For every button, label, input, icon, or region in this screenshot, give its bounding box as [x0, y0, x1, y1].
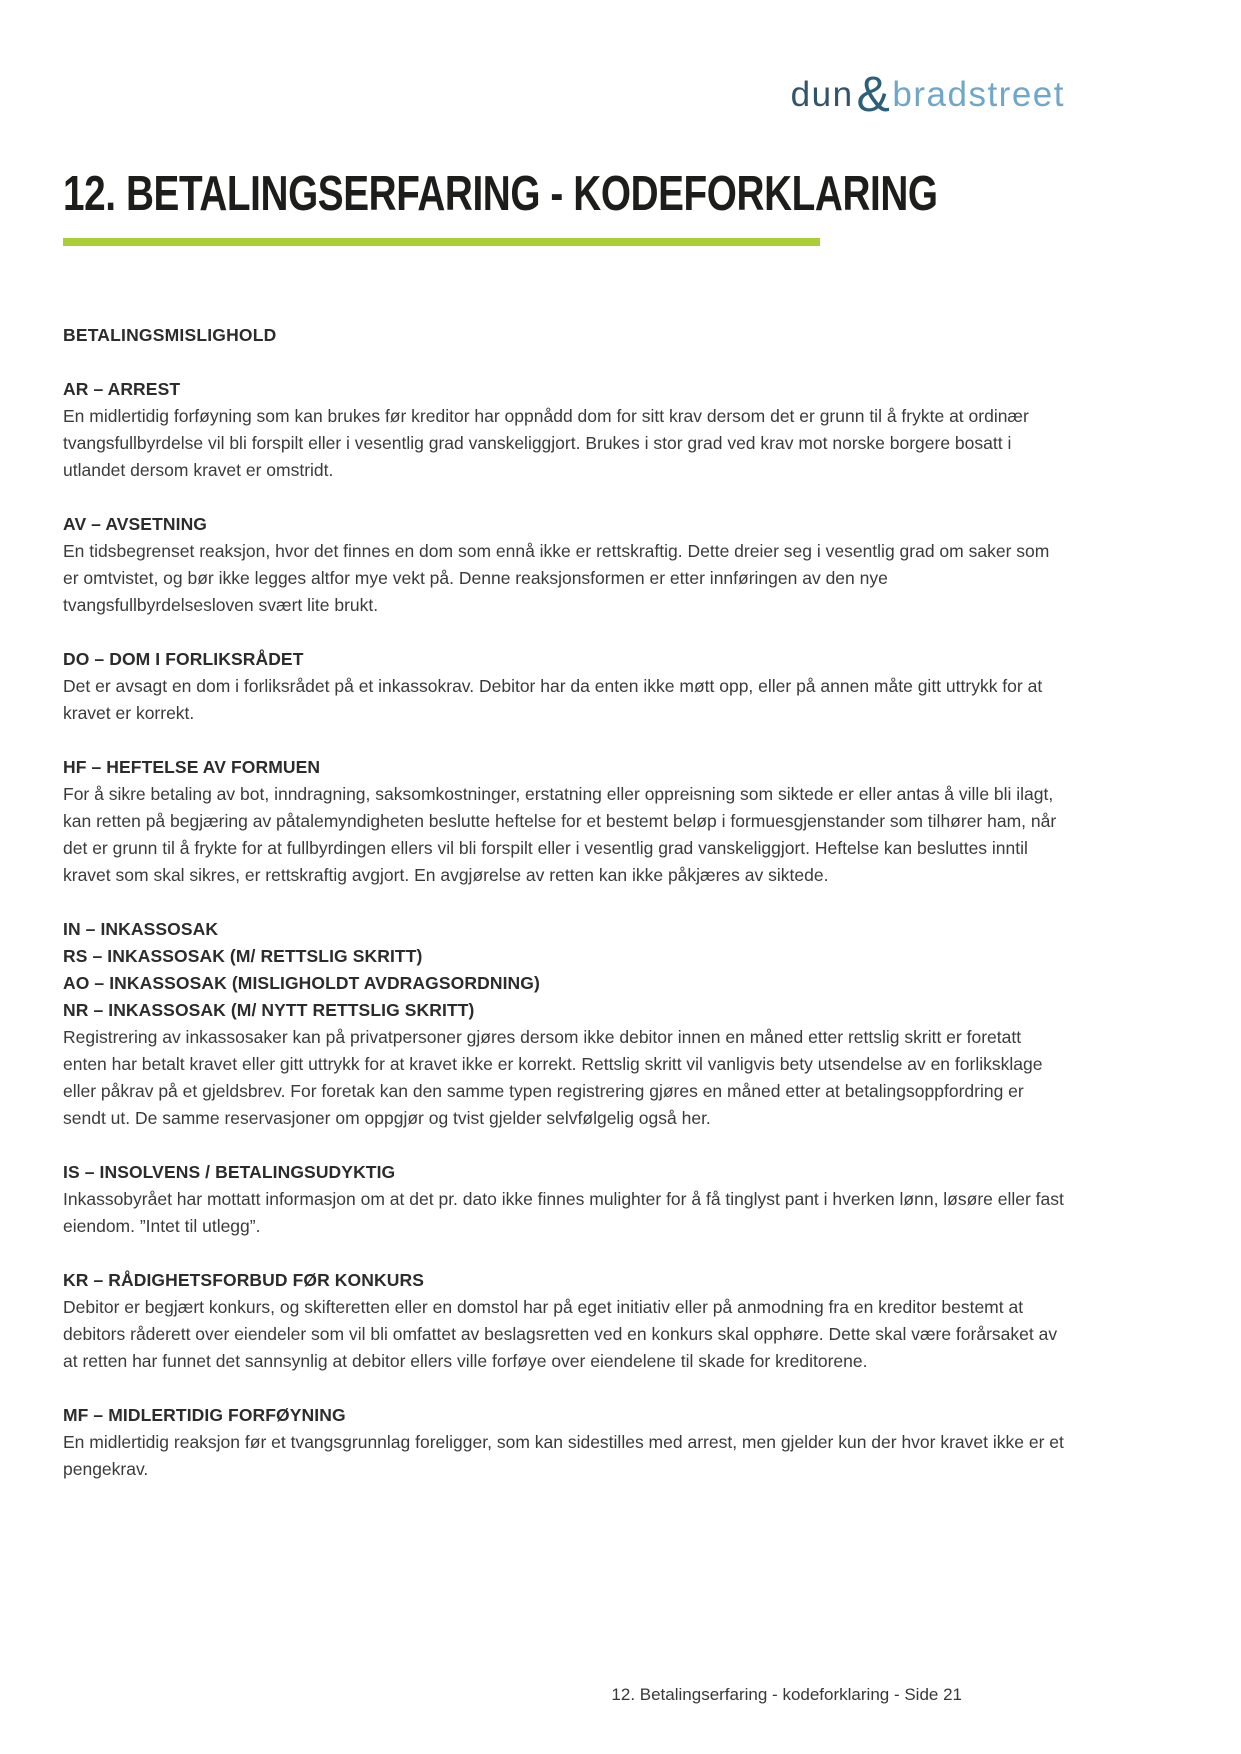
code-heading: KR – RÅDIGHETSFORBUD FØR KONKURS — [63, 1270, 424, 1290]
code-heading: MF – MIDLERTIDIG FORFØYNING — [63, 1405, 346, 1425]
code-heading: RS – INKASSOSAK (M/ RETTSLIG SKRITT) — [63, 946, 423, 966]
code-heading: AV – AVSETNING — [63, 514, 208, 534]
logo-text-dun: dun — [790, 75, 854, 114]
code-description: En midlertidig forføyning som kan brukes før kreditor har oppnådd dom for sitt krav dersom det er grunn til å frykte at ordinær tvangsfullbyrdelse vil bli forspilt eller i vesentlig grad vanskeliggjort. Brukes i stor grad ved krav mot norske borgere bosatt i utlandet dersom kravet er omstridt. — [63, 406, 1029, 480]
dun-bradstreet-logo — [790, 66, 1065, 126]
code-heading: IS – INSOLVENS / BETALINGSUDYKTIG — [63, 1162, 396, 1182]
section-hf-heftelse-av-formuen — [63, 754, 1065, 889]
code-heading: AR – ARREST — [63, 379, 181, 399]
green-divider — [63, 238, 820, 246]
page-title: 12. BETALINGSERFARING - KODEFORKLARING — [63, 167, 938, 221]
code-heading: AO – INKASSOSAK (MISLIGHOLDT AVDRAGSORDNING) — [63, 973, 540, 993]
category-heading-betalingsmislighold: BETALINGSMISLIGHOLD — [63, 325, 277, 345]
code-description: Registrering av inkassosaker kan på privatpersoner gjøres dersom ikke debitor innen en måned etter rettslig skritt er foretatt enten har betalt kravet eller gitt uttrykk for at kravet ikke er korrekt. Rettslig skritt vil vanligvis bety utsendelse av en forliksklage eller påkrav på et gjeldsbrev. For foretak kan den samme typen registrering gjøres en måned etter at betalingsoppfordring er sendt ut. De samme reservasjoner om oppgjør og tvist gjelder selvfølgelig også her. — [63, 1027, 1043, 1128]
code-description: Inkassobyrået har mottatt informasjon om at det pr. dato ikke finnes mulighter for å få tinglyst pant i hverken lønn, løsøre eller fast eiendom. ”Intet til utlegg”. — [63, 1189, 1064, 1236]
section-kr-radighetsforbud — [63, 1267, 1065, 1375]
code-heading: DO – DOM I FORLIKSRÅDET — [63, 649, 304, 669]
code-description: Det er avsagt en dom i forliksrådet på et inkassokrav. Debitor har da enten ikke møtt opp, eller på annen måte gitt uttrykk for at kravet er korrekt. — [63, 676, 1043, 723]
code-description: En tidsbegrenset reaksjon, hvor det finnes en dom som ennå ikke er rettskraftig. Dette dreier seg i vesentlig grad om saker som er omtvistet, og bør ikke legges altfor mye vekt på. Denne reaksjonsformen er etter innføringen av den nye tvangsfullbyrdelsesloven svært lite brukt. — [63, 541, 1050, 615]
section-mf-midlertidig-forfoyning — [63, 1402, 1065, 1483]
code-description: For å sikre betaling av bot, inndragning, saksomkostninger, erstatning eller oppreisning som siktede er eller antas å ville bli ilagt, kan retten på begjæring av påtalemyndigheten beslutte heftelse for et bestemt beløp i formuesgjenstander som tilhører ham, når det er grunn til å frykte for at fullbyrdingen ellers vil bli forspilt eller i vesentlig grad vanskeliggjort. Heftelse kan besluttes inntil kravet som skal sikres, er rettskraftig avgjort. En avgjørelse av retten kan ikke påkjæres av siktede. — [63, 784, 1057, 885]
page-footer: 12. Betalingserfaring - kodeforklaring - Side 21 — [611, 1685, 962, 1704]
section-ar-arrest — [63, 376, 1065, 484]
code-heading: IN – INKASSOSAK — [63, 919, 219, 939]
code-description: En midlertidig reaksjon før et tvangsgrunnlag foreligger, som kan sidestilles med arrest, men gjelder kun der hvor kravet ikke er et pengekrav. — [63, 1432, 1064, 1479]
code-heading: NR – INKASSOSAK (M/ NYTT RETTSLIG SKRITT) — [63, 1000, 475, 1020]
logo-text-bradstreet: bradstreet — [892, 75, 1065, 114]
section-av-avsetning — [63, 511, 1065, 619]
code-heading: HF – HEFTELSE AV FORMUEN — [63, 757, 321, 777]
header — [63, 66, 1065, 122]
section-do-dom-i-forliksradet — [63, 646, 1065, 727]
section-inkassosak-codes — [63, 916, 1065, 1132]
code-description: Debitor er begjært konkurs, og skifteretten eller en domstol har på eget initiativ eller på anmodning fra en kreditor bestemt at debitors råderett over eiendeler som vil bli omfattet av beslagsretten ved en konkurs skal opphøre. Dette skal være forårsaket av at retten har funnet det sannsynlig at debitor ellers ville forføye over eiendelene til skade for kreditorene. — [63, 1297, 1058, 1371]
ampersand-icon: & — [856, 66, 892, 122]
section-is-insolvens — [63, 1159, 1065, 1240]
